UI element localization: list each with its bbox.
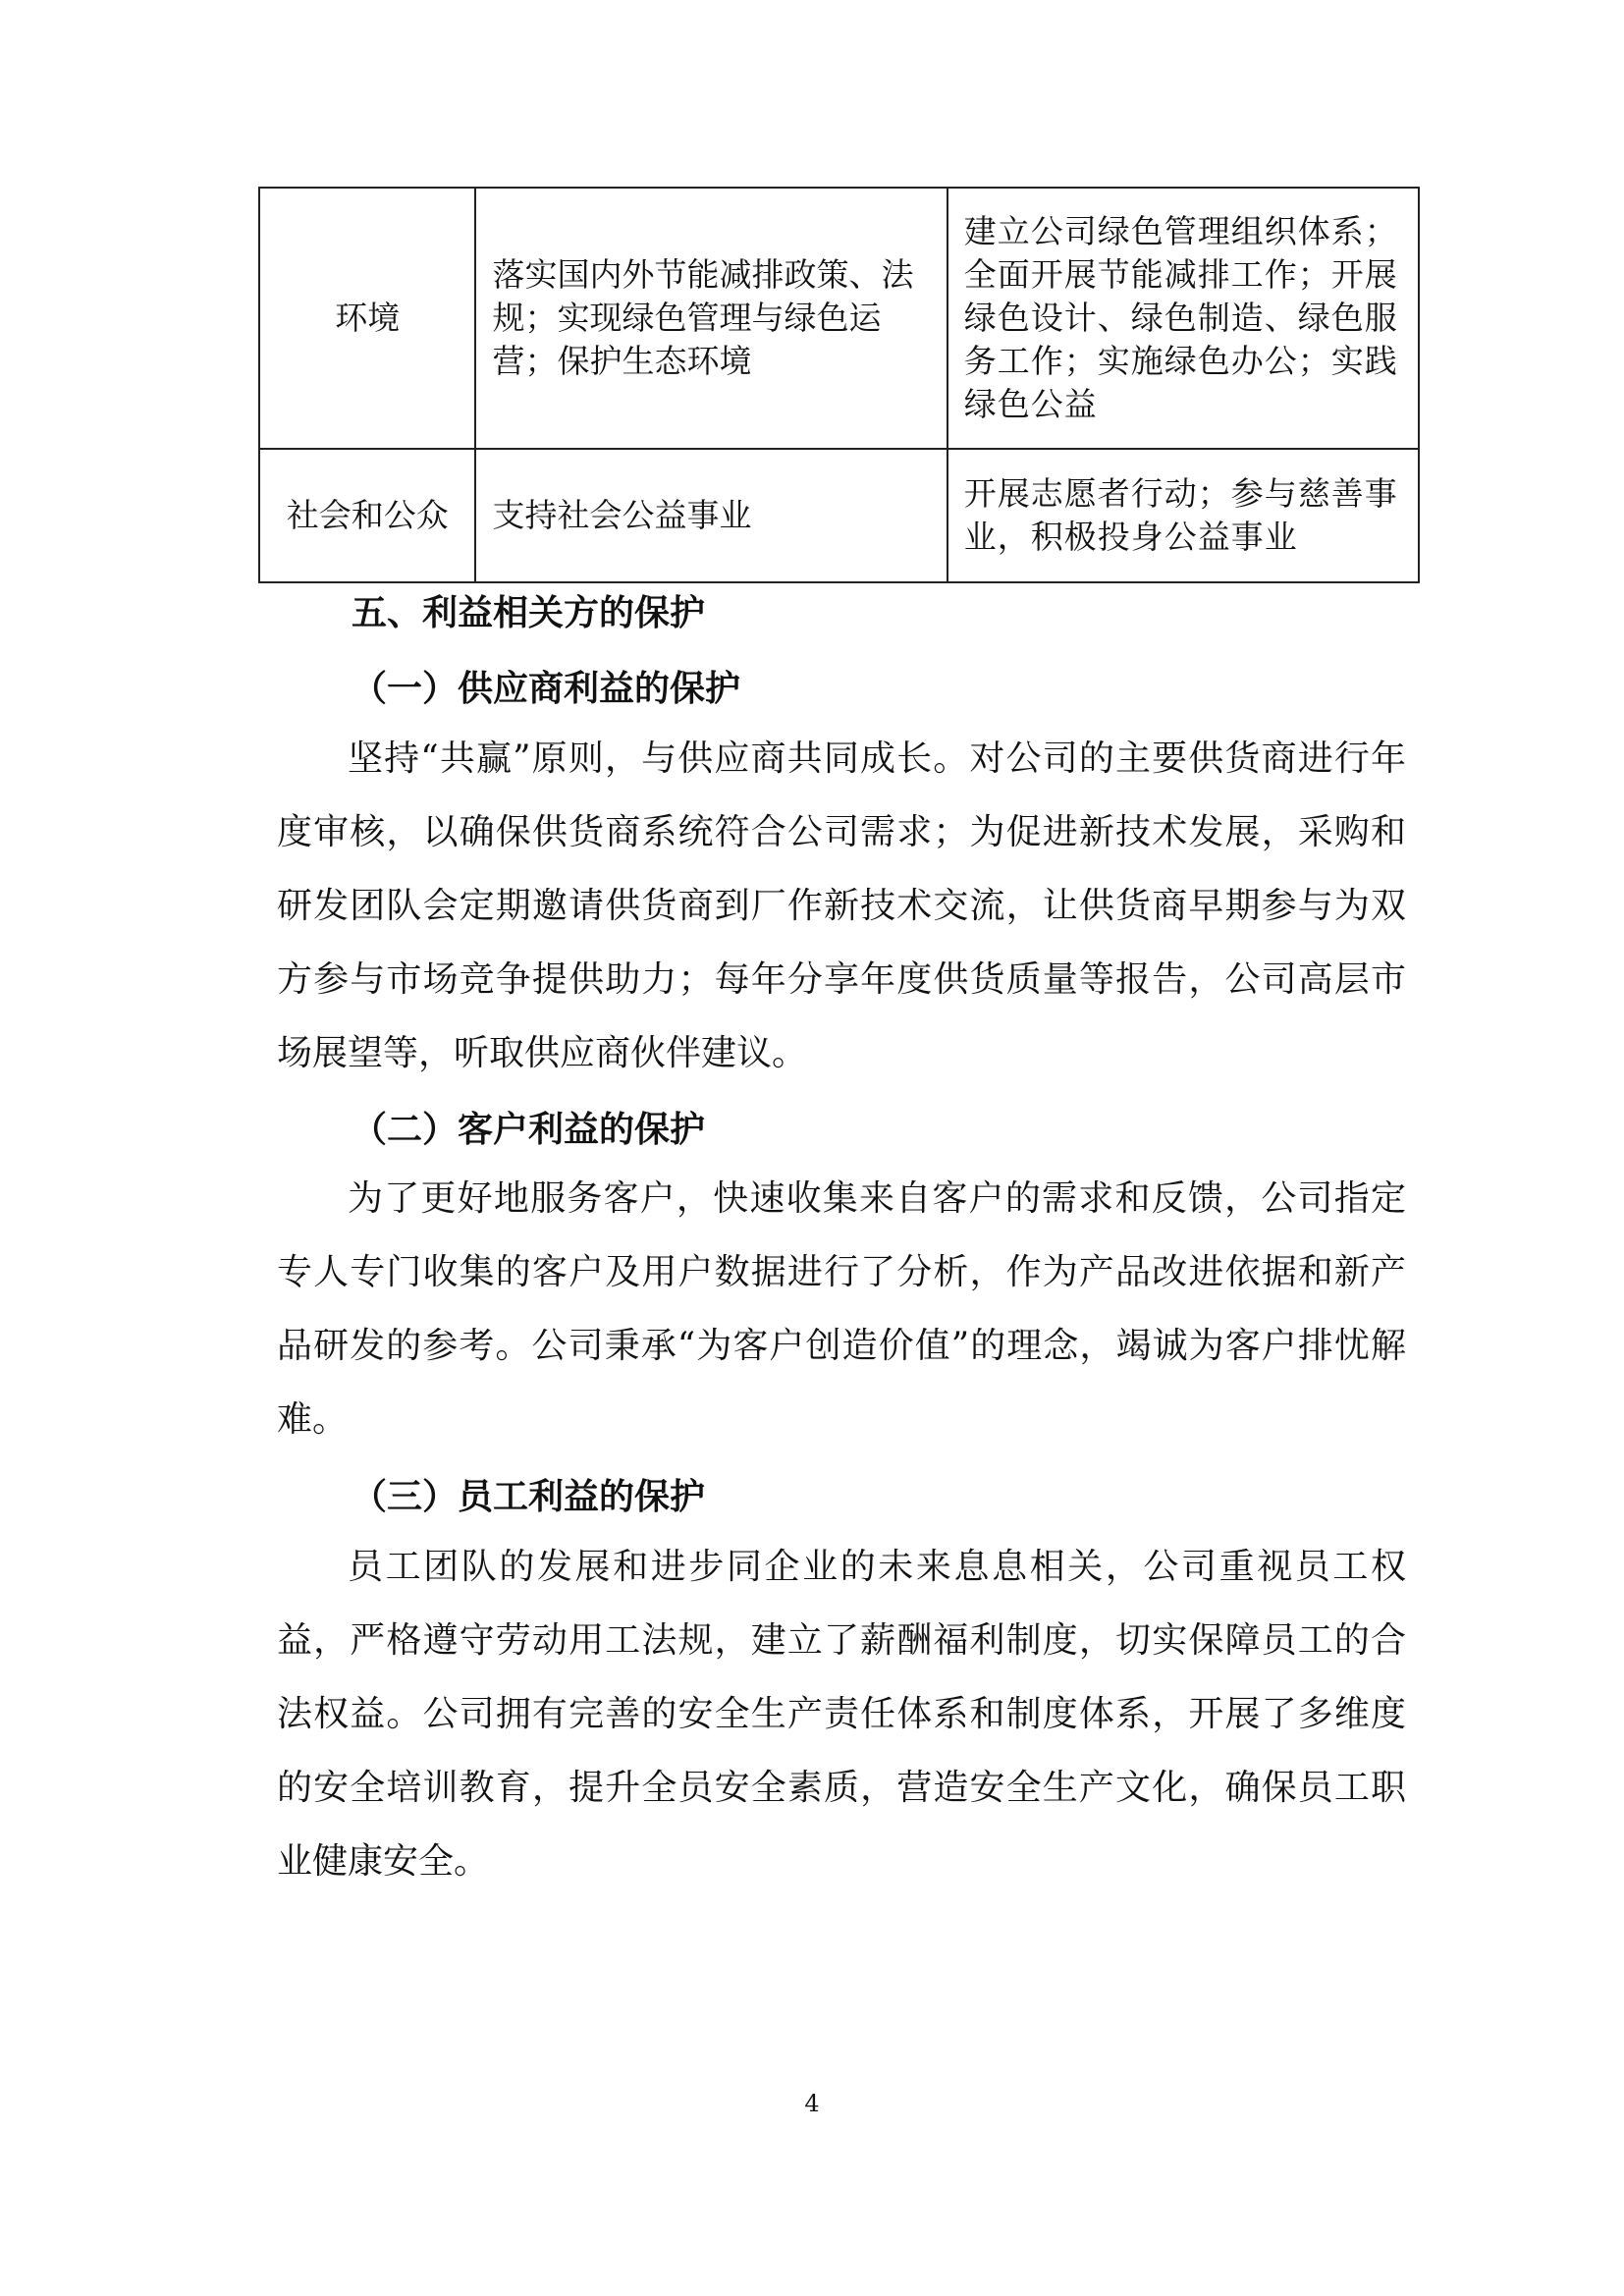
page-number: 4 <box>804 2090 820 2117</box>
table-cell-goal: 落实国内外节能减排政策、法规；实现绿色管理与绿色运营；保护生态环境 <box>475 188 947 449</box>
table-cell-party: 环境 <box>259 188 475 449</box>
paragraph-employee: 员工团队的发展和进步同企业的未来息息相关，公司重视员工权益，严格遵守劳动用工法规，建立了薪酬福利制度，切实保障员工的合法权益。公司拥有完善的安全生产责任体系和制度体系，开展了多维度的安全培训教育，提升全员安全素质，营造安全生产文化，确保员工职业健康安全。 <box>277 1547 1406 1882</box>
table-row <box>259 188 1419 449</box>
table-cell-party: 社会和公众 <box>259 449 475 582</box>
paragraph-supplier: 坚持“共赢”原则，与供应商共同成长。对公司的主要供货商进行年度审核，以确保供货商系统符合公司需求；为促进新技术发展，采购和研发团队会定期邀请供货商到厂作新技术交流，让供货商早期参与为双方参与市场竞争提供助力；每年分享年度供货质量等报告，公司高层市场展望等，听取供应商伙伴建议。 <box>277 738 1406 1073</box>
stakeholder-table <box>258 187 1420 583</box>
subsection-heading-employee: （三）员工利益的保护 <box>352 1476 706 1517</box>
table-row <box>259 449 1419 582</box>
table-cell-action: 建立公司绿色管理组织体系；全面开展节能减排工作；开展绿色设计、绿色制造、绿色服务工作；实施绿色办公；实践绿色公益 <box>947 188 1419 449</box>
subsection-heading-customer: （二）客户利益的保护 <box>352 1109 706 1150</box>
paragraph-customer: 为了更好地服务客户，快速收集来自客户的需求和反馈，公司指定专人专门收集的客户及用户数据进行了分析，作为产品改进依据和新产品研发的参考。公司秉承“为客户创造价值”的理念，竭诚为客户排忧解难。 <box>277 1178 1406 1440</box>
table-cell-goal: 支持社会公益事业 <box>475 449 947 582</box>
subsection-heading-supplier: （一）供应商利益的保护 <box>352 668 741 709</box>
section-heading: 五、利益相关方的保护 <box>352 592 706 633</box>
table-cell-action: 开展志愿者行动；参与慈善事业，积极投身公益事业 <box>947 449 1419 582</box>
